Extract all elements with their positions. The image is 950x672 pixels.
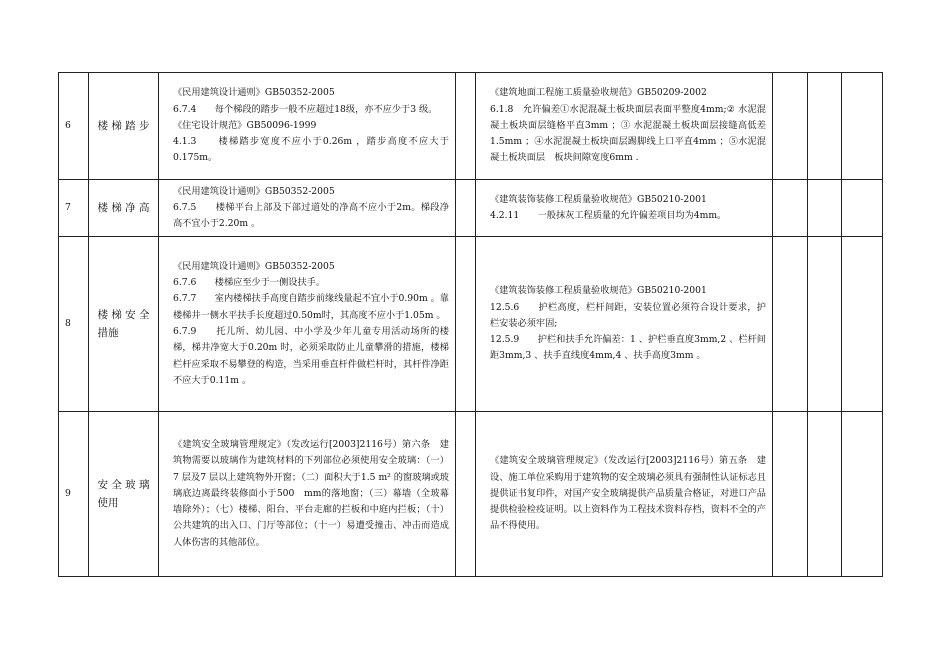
row-number: 7 [59, 180, 89, 237]
empty-cell [842, 180, 883, 237]
empty-cell [456, 412, 476, 577]
design-requirement: 《民用建筑设计通则》GB50352-2005 6.7.5 楼梯平台上部及下部过道处的净高不应小于2m。梯段净高不宜小于2.20m 。 [159, 180, 456, 237]
row-number: 8 [59, 237, 89, 412]
empty-cell [842, 412, 883, 577]
empty-cell [808, 180, 842, 237]
empty-cell [808, 412, 842, 577]
table-row [59, 180, 883, 237]
design-requirement: 《民用建筑设计通则》GB50352-2005 6.7.4 每个梯段的踏步一般不应超过18级，亦不应少于3 级。 《住宅设计规范》GB50096-1999 4.1.3 楼梯踏步宽度不应小于0.26m ，踏步高度不应大于0.175m。 [159, 73, 456, 180]
design-requirement: 《民用建筑设计通则》GB50352-2005 6.7.6 楼梯应至少于一侧设扶手。 6.7.7 室内楼梯扶手高度自踏步前缘线量起不宜小于0.90m 。靠楼梯井一侧水平扶手长度超过0.50m时，其高度不应小于1.05m 。 6.7.9 托儿所、幼儿园、中小学及少年儿童专用活动场所的楼梯，梯井净宽大于0.20m 时，必须采取防止儿童攀滑的措施，楼梯栏杆应采取不易攀登的构造，当采用垂直杆件做栏杆时，其杆件净距不应大于0.11m 。 [159, 237, 456, 412]
row-number: 9 [59, 412, 89, 577]
acceptance-standard: 《建筑地面工程施工质量验收规范》GB50209-2002 6.1.8 允许偏差①水泥混凝土板块面层表面平整度4mm;② 水泥混凝土板块面层缝格平直3mm ；③ 水泥混凝土板块面层接缝高低差1.5mm ；④水泥混凝土板块面层踢脚线上口平直4mm ；⑤水泥混凝土板块面层 板块间隙宽度6mm . [476, 73, 773, 180]
empty-cell [456, 237, 476, 412]
item-name: 楼梯净高 [89, 180, 159, 237]
empty-cell [842, 73, 883, 180]
design-requirement: 《建筑安全玻璃管理规定》（发改运行[2003]2116号）第六条 建筑物需要以玻璃作为建筑材料的下列部位必须使用安全玻璃：（一）7 层及7 层以上建筑物外开窗；（二）面积大于1.5 m² 的窗玻璃或玻璃底边离最终装修面小于500 mm的落地窗；（三）幕墙（全玻幕墙除外）；（七）楼梯、阳台、平台走廊的拦板和中庭内拦板；（十）公共建筑的出入口、门厅等部位；（十一）易遭受撞击、冲击而造成人体伤害的其他部位。 [159, 412, 456, 577]
item-name: 楼梯踏步 [89, 73, 159, 180]
specification-table [58, 72, 883, 577]
empty-cell [808, 237, 842, 412]
table-row [59, 237, 883, 412]
empty-cell [456, 73, 476, 180]
table-row [59, 412, 883, 577]
item-name: 楼梯安全 措施 [89, 237, 159, 412]
acceptance-standard: 《建筑安全玻璃管理规定》（发改运行[2003]2116号）第五条 建设、施工单位采购用于建筑物的安全玻璃必须具有强制性认证标志且提供证书复印件，对国产安全玻璃提供产品质量合格证，对进口产品提供检验检疫证明。以上资料作为工程技术资料存档，资料不全的产品不得使用。 [476, 412, 773, 577]
empty-cell [773, 237, 808, 412]
empty-cell [773, 412, 808, 577]
empty-cell [842, 237, 883, 412]
acceptance-standard: 《建筑装饰装修工程质量验收规范》GB50210-2001 4.2.11 一般抹灰工程质量的允许偏差项目均为4mm。 [476, 180, 773, 237]
item-name: 安全玻璃 使用 [89, 412, 159, 577]
row-number: 6 [59, 73, 89, 180]
empty-cell [773, 73, 808, 180]
acceptance-standard: 《建筑装饰装修工程质量验收规范》GB50210-2001 12.5.6 护栏高度，栏杆间距，安装位置必须符合设计要求，护栏安装必须牢固; 12.5.9 护栏和扶手允许偏差：1 、护栏垂直度3mm,2 、栏杆间距3mm,3 、扶手直线度4mm,4 、扶手高度3mm 。 [476, 237, 773, 412]
empty-cell [773, 180, 808, 237]
table-row [59, 73, 883, 180]
empty-cell [456, 180, 476, 237]
empty-cell [808, 73, 842, 180]
